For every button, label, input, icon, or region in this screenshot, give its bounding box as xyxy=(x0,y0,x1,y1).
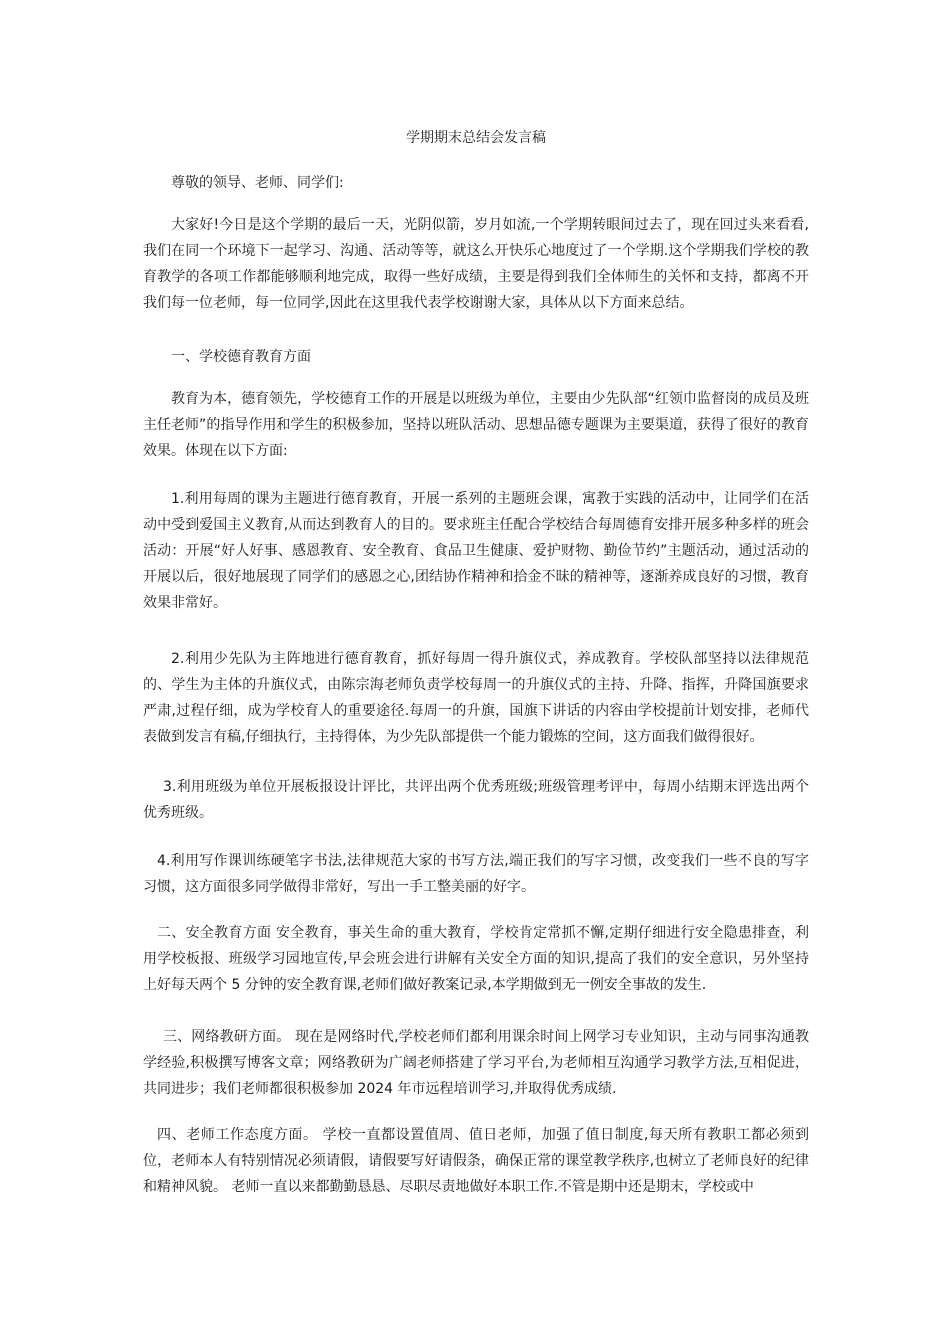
section-teacher-attitude: 四、老师工作态度方面。 学校一直都设置值周、值日老师，加强了值日制度,每天所有教职工都必须到位，老师本人有特别情况必须请假，请假要写好请假条，确保正常的课堂教学秩序,也树立了老师良好的纪律和精神风貌。 老师一直以来都勤勤恳恳、尽职尽责地做好本职工作.不管是期中还是期末，学校或中 xyxy=(143,1127,809,1195)
greeting-paragraph: 尊敬的领导、老师、同学们: xyxy=(171,175,344,191)
moral-education-paragraph: 教育为本，德育领先，学校德育工作的开展是以班级为单位，主要由少先队部“红领巾监督岗的成员及班主任老师”的指导作用和学生的积极参加，坚持以班队活动、思想品德专题课为主要渠道，获得了很好的教育效果。体现在以下方面: xyxy=(143,391,809,459)
list-item-1: 1.利用每周的课为主题进行德育教育，开展一系列的主题班会课，寓教于实践的活动中，让同学们在活动中受到爱国主义教育,从而达到教育人的目的。要求班主任配合学校结合每周德育安排开展多种多样的班会活动：开展“好人好事、感恩教育、安全教育、食品卫生健康、爱护财物、勤俭节约”主题活动，通过活动的开展以后，很好地展现了同学们的感恩之心,团结协作精神和拾金不昧的精神等，逐渐养成良好的习惯，教育效果非常好。 xyxy=(143,491,809,611)
document-title: 学期期末总结会发言稿 xyxy=(406,130,546,146)
intro-paragraph: 大家好!今日是这个学期的最后一天，光阴似箭，岁月如流,一个学期转眼间过去了，现在回过头来看看,我们在同一个环境下一起学习、沟通、活动等等，就这么开快乐心地度过了一个学期.这个学期我们学校的教育教学的各项工作都能够顺利地完成，取得一些好成绩，主要是得到我们全体师生的关怀和支持，都离不开我们每一位老师，每一位同学,因此在这里我代表学校谢谢大家，具体从以下方面来总结。 xyxy=(143,217,809,311)
list-item-3: 3.利用班级为单位开展板报设计评比，共评出两个优秀班级;班级管理考评中，每周小结期末评选出两个优秀班级。 xyxy=(143,779,809,821)
section-heading-moral-education: 一、学校德育教育方面 xyxy=(171,349,311,365)
list-item-2: 2.利用少先队为主阵地进行德育教育，抓好每周一得升旗仪式，养成教育。学校队部坚持以法律规范的、学生为主体的升旗仪式，由陈宗海老师负责学校每周一的升旗仪式的主持、升降、指挥，升降国旗要求严肃,过程仔细，成为学校育人的重要途径.每周一的升旗，国旗下讲话的内容由学校提前计划安排，老师代表做到发言有稿,仔细执行，主持得体，为少先队部提供一个能力锻炼的空间，这方面我们做得很好。 xyxy=(143,651,809,745)
section-safety-education: 二、安全教育方面 安全教育，事关生命的重大教育，学校肯定常抓不懈,定期仔细进行安全隐患排查，利用学校板报、班级学习园地宣传,早会班会进行讲解有关安全方面的知识,提高了我们的安全意识，另外坚持上好每天两个 5 分钟的安全教育课,老师们做好教案记录,本学期做到无一例安全事故的发生. xyxy=(143,925,809,993)
section-network-research: 三、网络教研方面。 现在是网络时代,学校老师们都利用课余时间上网学习专业知识，主动与同事沟通教学经验,积极撰写博客文章；网络教研为广阔老师搭建了学习平台,为老师相互沟通学习教学方法,互相促进，共同进步；我们老师都很积极参加 2024 年市远程培训学习,并取得优秀成绩. xyxy=(143,1029,809,1097)
list-item-4: 4.利用写作课训练硬笔字书法,法律规范大家的书写方法,端正我们的写字习惯，改变我们一些不良的写字习惯，这方面很多同学做得非常好，写出一手工整美丽的好字。 xyxy=(143,853,809,895)
